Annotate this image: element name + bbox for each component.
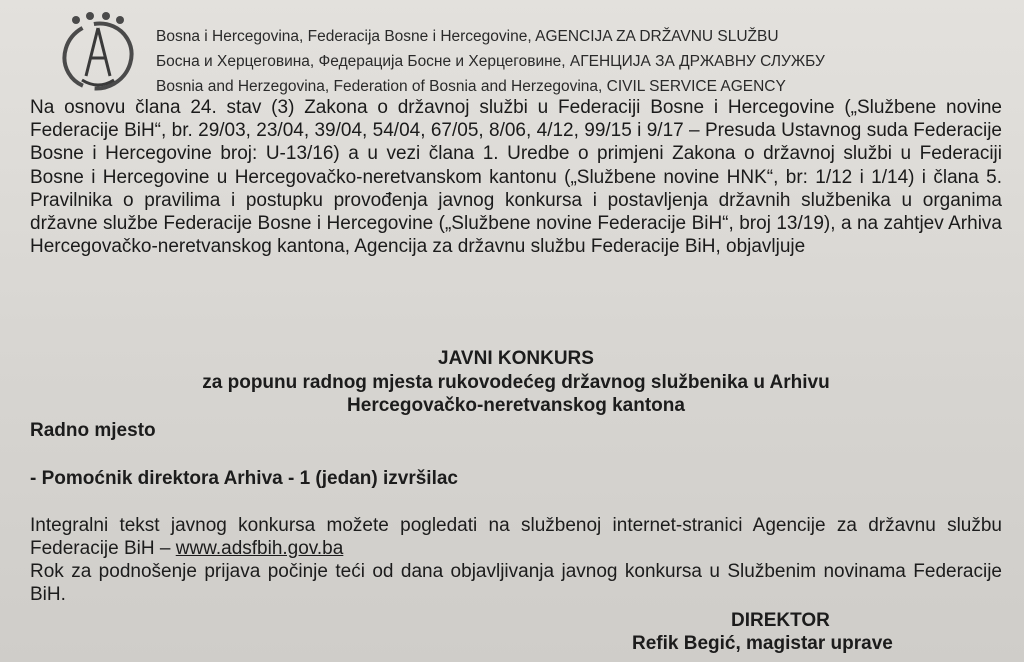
title-line-2: za popunu radnog mjesta rukovodećeg državnog službenika u Arhivu bbox=[202, 371, 830, 393]
agency-website-link[interactable]: www.adsfbih.gov.ba bbox=[175, 538, 344, 560]
competition-title bbox=[30, 347, 1002, 418]
title-line-3: Hercegovačko-neretvanskog kantona bbox=[347, 395, 685, 416]
header-line-cyrillic: Босна и Херцеговина, Федерација Босне и Херцеговине, АГЕНЦИЈА ЗА ДРЖАВНУ СЛУЖБУ bbox=[156, 53, 825, 70]
position-title: - Pomoćnik direktora Arhiva - 1 (jedan) izvršilac bbox=[30, 468, 458, 489]
signature-title: DIREKTOR bbox=[731, 610, 830, 631]
integral-text: Integralni tekst javnog konkursa možete pogledati na službenoj internet-stranici Agencije za državnu službu Federacije BiH – bbox=[30, 515, 1002, 560]
agency-logo-icon bbox=[56, 10, 140, 94]
signature-name: Refik Begić, magistar uprave bbox=[632, 633, 893, 654]
radno-mjesto-label: Radno mjesto bbox=[30, 420, 156, 441]
agency-header bbox=[56, 8, 996, 98]
intro-text: Na osnovu člana 24. stav (3) Zakona o državnoj službi u Federaciji Bosne i Hercegovine („Službene novine Federacije BiH“, br. 29/03, 23/04, 39/04, 54/04, 67/05, 8/06, 4/12, 99/15 i 9/17 – Presuda Ustavnog suda Federacije Bosne i Hercegovine broj: U-13/16) a u vezi člana 1. Uredbe o primjeni Zakona o državnoj službi u Federaciji Bosne i Hercegovine u Hercegovačko-neretvanskom kantonu („Službene novine HNK“, br: 1/12 i 1/14) i člana 5. Pravilnika o pravilima i postupku provođenja javnog konkursa i postavljenja državnih službenika u organima državne službe Federacije Bosne i Hercegovine („Službene novine Federacije BiH“, broj 13/19), a na zahtjev Arhiva Hercegovačko-neretvanskog kantona, Agencija za državnu službu Federacije BiH, objavljuje bbox=[30, 97, 1002, 258]
integral-text-paragraph bbox=[30, 514, 1002, 560]
intro-paragraph bbox=[30, 96, 1002, 258]
header-line-bosnian: Bosna i Hercegovina, Federacija Bosne i Hercegovine, AGENCIJA ZA DRŽAVNU SLUŽBU bbox=[156, 28, 779, 45]
deadline-paragraph: Rok za podnošenje prijava počinje teći od dana objavljivanja javnog konkursa u Službenim novinama Federacije BiH. bbox=[30, 561, 1002, 606]
header-line-english: Bosnia and Herzegovina, Federation of Bosnia and Herzegovina, CIVIL SERVICE AGENCY bbox=[156, 78, 786, 95]
title-line-1: JAVNI KONKURS bbox=[438, 348, 594, 369]
